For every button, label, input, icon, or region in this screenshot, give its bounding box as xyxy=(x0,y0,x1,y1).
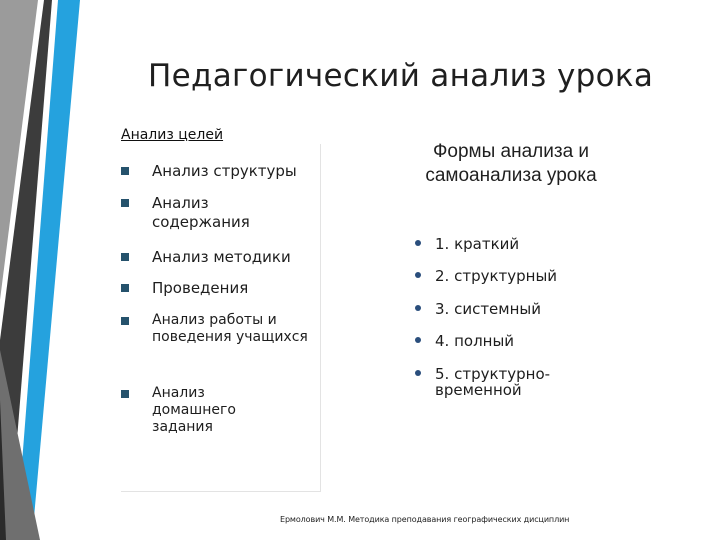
square-bullet-icon xyxy=(121,167,129,175)
form-text: 3. системный xyxy=(435,300,542,318)
goal-text: Анализ методики xyxy=(152,248,291,266)
bullet-dot-icon xyxy=(415,305,421,311)
forms-heading: Формы анализа и самоанализа урока xyxy=(425,141,597,186)
square-bullet-icon xyxy=(121,199,129,207)
form-text: 2. структурный xyxy=(435,267,558,285)
goal-text: Анализ содержания xyxy=(152,194,250,231)
slide-title: Педагогический анализ урока xyxy=(148,58,654,94)
goal-text: Анализ домашнего задания xyxy=(152,385,236,435)
goal-text: Анализ работы и поведения учащихся xyxy=(152,312,308,345)
bullet-dot-icon xyxy=(415,337,421,343)
decorative-stripes xyxy=(0,0,90,540)
goal-text: Анализ структуры xyxy=(152,162,297,180)
goal-text: Проведения xyxy=(152,279,249,297)
square-bullet-icon xyxy=(121,253,129,261)
bullet-dot-icon xyxy=(415,240,421,246)
form-text: 4. полный xyxy=(435,332,515,350)
form-text: 1. краткий xyxy=(435,235,520,253)
bullet-dot-icon xyxy=(415,272,421,278)
goals-heading: Анализ целей xyxy=(121,127,224,143)
form-text: 5. структурно-временной xyxy=(435,365,551,399)
square-bullet-icon xyxy=(121,317,129,325)
square-bullet-icon xyxy=(121,284,129,292)
square-bullet-icon xyxy=(121,390,129,398)
footer-credit: Ермолович М.М. Методика преподавания географических дисциплин xyxy=(280,515,570,524)
bullet-dot-icon xyxy=(415,370,421,376)
